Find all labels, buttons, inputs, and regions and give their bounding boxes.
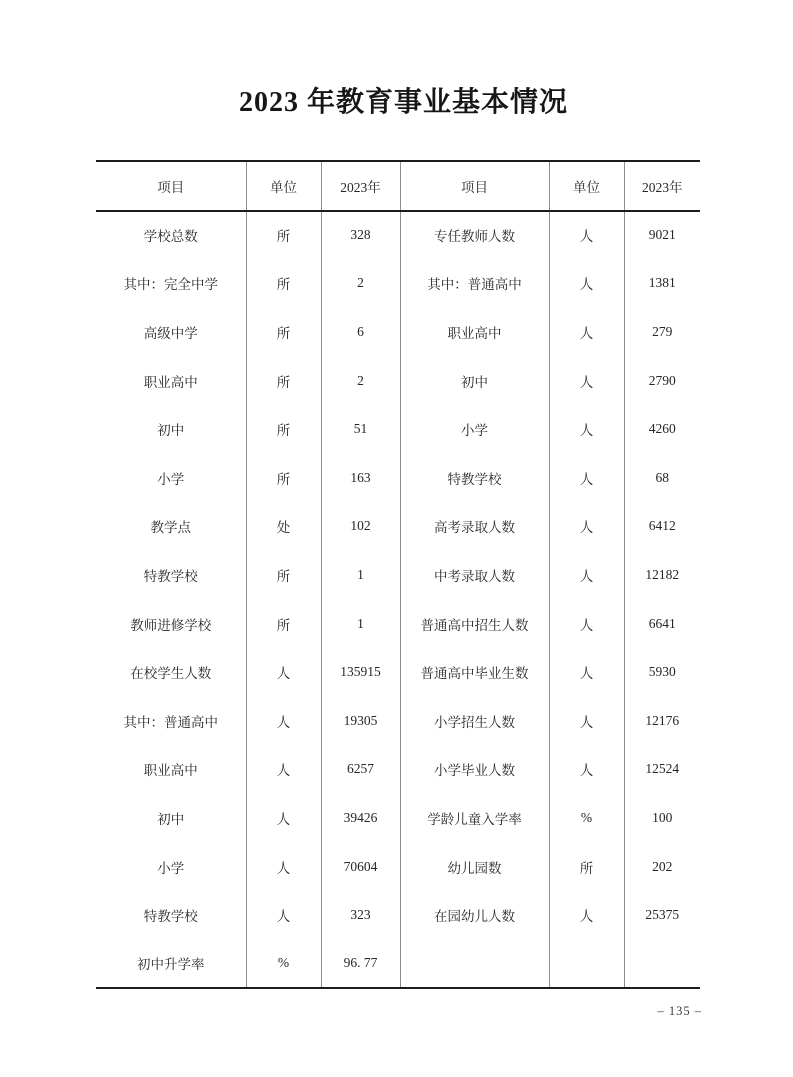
cell-left-item: 学校总数 [143,229,198,245]
col-header-unit-right: 单位 [549,161,624,211]
cell-right-unit: 人 [549,891,624,940]
cell-left-item: 初中 [157,423,185,439]
table-row [96,891,700,940]
cell-left-item: 职业高中 [143,374,198,390]
col-header-year-left: 2023年 [321,161,400,211]
cell-right-value: 100 [624,794,700,843]
cell-right-item: 小学毕业人数 [400,745,549,794]
col-header-year-right: 2023年 [624,161,700,211]
cell-right-value: 5930 [624,648,700,697]
page-number: – 135 – [657,1004,702,1018]
education-stats-table [96,160,700,989]
cell-left-unit: 人 [246,891,321,940]
cell-left-item: 特教学校 [143,568,198,584]
cell-right-item: 中考录取人数 [400,551,549,600]
cell-right-unit: 人 [549,648,624,697]
table-row [96,211,700,260]
cell-left-item: 特教学校 [143,909,198,925]
cell-right-item: 在园幼儿人数 [400,891,549,940]
cell-left-unit: 所 [246,405,321,454]
cell-left-unit: 人 [246,842,321,891]
cell-right-item: 特教学校 [400,453,549,502]
cell-right-value: 68 [624,453,700,502]
cell-right-item: 学龄儿童入学率 [400,794,549,843]
table-row [96,405,700,454]
cell-right-value: 202 [624,842,700,891]
header-row [96,161,700,211]
cell-right-item: 职业高中 [400,308,549,357]
cell-left-item: 教师进修学校 [130,617,212,633]
cell-right-value: 12182 [624,551,700,600]
cell-right-item: 其中：普通高中 [400,259,549,308]
cell-right-value: 6412 [624,502,700,551]
table-row [96,842,700,891]
cell-left-value: 135915 [321,648,400,697]
cell-left-value: 1 [321,551,400,600]
cell-right-unit: 人 [549,259,624,308]
cell-right-unit: % [549,794,624,843]
cell-left-unit: 所 [246,259,321,308]
cell-right-unit: 人 [549,405,624,454]
cell-right-value: 25375 [624,891,700,940]
table-row [96,648,700,697]
table-row [96,356,700,405]
cell-right-unit: 人 [549,551,624,600]
col-header-item-right: 项目 [400,161,549,211]
cell-right-value: 12176 [624,696,700,745]
page-title: 2023 年教育事业基本情况 [238,87,568,118]
cell-left-value: 39426 [321,794,400,843]
cell-left-value: 328 [321,211,400,260]
cell-left-item: 其中：完全中学 [123,277,218,293]
cell-left-item: 其中：普通高中 [123,714,218,730]
cell-left-value: 96. 77 [321,939,400,988]
cell-left-unit: 所 [246,453,321,502]
cell-right-value: 1381 [624,259,700,308]
cell-right-unit: 人 [549,696,624,745]
cell-right-value [624,939,700,988]
table-row [96,308,700,357]
cell-right-unit: 人 [549,211,624,260]
col-header-unit-left: 单位 [246,161,321,211]
cell-right-unit: 人 [549,356,624,405]
cell-right-item: 小学 [400,405,549,454]
cell-left-item: 在校学生人数 [130,666,212,682]
table-row [96,696,700,745]
cell-left-unit: 所 [246,308,321,357]
cell-left-item: 初中 [157,811,185,827]
cell-right-unit [549,939,624,988]
table-row [96,745,700,794]
cell-left-unit: 人 [246,745,321,794]
cell-left-unit: 人 [246,696,321,745]
col-header-item-left: 项目 [96,161,246,211]
cell-right-unit: 人 [549,308,624,357]
cell-right-value: 6641 [624,599,700,648]
cell-right-item: 专任教师人数 [400,211,549,260]
cell-right-unit: 人 [549,502,624,551]
cell-left-value: 51 [321,405,400,454]
cell-right-item: 高考录取人数 [400,502,549,551]
cell-right-value: 9021 [624,211,700,260]
table-row [96,453,700,502]
cell-left-value: 163 [321,453,400,502]
cell-right-value: 2790 [624,356,700,405]
table-row [96,794,700,843]
cell-right-item: 幼儿园数 [400,842,549,891]
cell-right-unit: 人 [549,599,624,648]
cell-right-unit: 人 [549,453,624,502]
table-row [96,599,700,648]
table-row [96,502,700,551]
cell-right-value: 4260 [624,405,700,454]
table-row [96,939,700,988]
cell-left-item: 教学点 [150,520,191,536]
table-body [96,211,700,989]
cell-right-item: 小学招生人数 [400,696,549,745]
cell-left-value: 6257 [321,745,400,794]
table-row [96,259,700,308]
cell-left-value: 1 [321,599,400,648]
cell-left-value: 19305 [321,696,400,745]
cell-right-item [400,939,549,988]
cell-left-item: 职业高中 [143,763,198,779]
cell-left-unit: 所 [246,356,321,405]
cell-left-unit: 所 [246,551,321,600]
table-row [96,551,700,600]
cell-left-unit: 处 [246,502,321,551]
cell-right-unit: 人 [549,745,624,794]
cell-left-item: 小学 [157,860,185,876]
cell-right-item: 普通高中毕业生数 [400,648,549,697]
cell-left-value: 70604 [321,842,400,891]
cell-right-item: 初中 [400,356,549,405]
cell-right-unit: 所 [549,842,624,891]
cell-right-value: 279 [624,308,700,357]
cell-left-unit: 所 [246,211,321,260]
cell-left-unit: 人 [246,648,321,697]
cell-left-value: 102 [321,502,400,551]
cell-right-value: 12524 [624,745,700,794]
cell-left-unit: % [246,939,321,988]
cell-left-value: 323 [321,891,400,940]
cell-right-item: 普通高中招生人数 [400,599,549,648]
cell-left-item: 初中升学率 [137,957,205,973]
cell-left-value: 6 [321,308,400,357]
cell-left-value: 2 [321,356,400,405]
cell-left-item: 高级中学 [143,325,198,341]
cell-left-value: 2 [321,259,400,308]
cell-left-unit: 人 [246,794,321,843]
cell-left-unit: 所 [246,599,321,648]
cell-left-item: 小学 [157,471,185,487]
